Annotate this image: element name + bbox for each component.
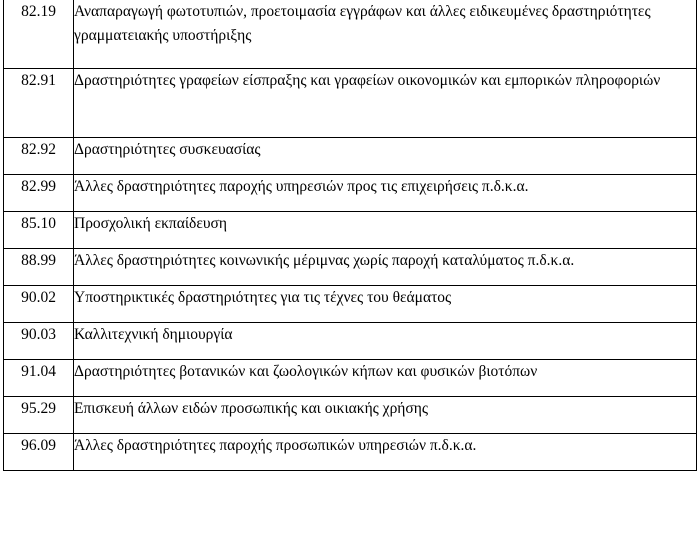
activity-description: Άλλες δραστηριότητες κοινωνικής μέριμνας χωρίς παροχή καταλύματος π.δ.κ.α. (74, 249, 697, 286)
activity-code: 90.03 (4, 323, 74, 360)
table-row (4, 434, 697, 471)
activity-code: 82.19 (4, 0, 74, 69)
activity-code: 88.99 (4, 249, 74, 286)
table-row (4, 212, 697, 249)
activity-code: 82.99 (4, 175, 74, 212)
activity-codes-table (3, 0, 697, 471)
table-row (4, 360, 697, 397)
table-row (4, 397, 697, 434)
activity-description: Υποστηρικτικές δραστηριότητες για τις τέχνες του θεάματος (74, 286, 697, 323)
activity-code: 85.10 (4, 212, 74, 249)
table-row (4, 138, 697, 175)
activity-description: Προσχολική εκπαίδευση (74, 212, 697, 249)
activity-code: 91.04 (4, 360, 74, 397)
activity-code: 95.29 (4, 397, 74, 434)
activity-description: Δραστηριότητες γραφείων είσπραξης και γραφείων οικονομικών και εμπορικών πληροφοριών (74, 69, 697, 138)
activity-code: 96.09 (4, 434, 74, 471)
table-row (4, 0, 697, 69)
table-row (4, 69, 697, 138)
activity-code: 82.92 (4, 138, 74, 175)
activity-code: 82.91 (4, 69, 74, 138)
activity-description: Αναπαραγωγή φωτοτυπιών, προετοιμασία εγγράφων και άλλες ειδικευμένες δραστηριότητες γραμματειακής υποστήριξης (74, 0, 697, 69)
table-row (4, 249, 697, 286)
table-row (4, 323, 697, 360)
table-row (4, 286, 697, 323)
activity-description: Δραστηριότητες συσκευασίας (74, 138, 697, 175)
activity-description: Επισκευή άλλων ειδών προσωπικής και οικιακής χρήσης (74, 397, 697, 434)
activity-code: 90.02 (4, 286, 74, 323)
activity-description: Άλλες δραστηριότητες παροχής προσωπικών υπηρεσιών π.δ.κ.α. (74, 434, 697, 471)
activity-description: Δραστηριότητες βοτανικών και ζωολογικών κήπων και φυσικών βιοτόπων (74, 360, 697, 397)
table-row (4, 175, 697, 212)
activity-description: Άλλες δραστηριότητες παροχής υπηρεσιών προς τις επιχειρήσεις π.δ.κ.α. (74, 175, 697, 212)
activity-description: Καλλιτεχνική δημιουργία (74, 323, 697, 360)
